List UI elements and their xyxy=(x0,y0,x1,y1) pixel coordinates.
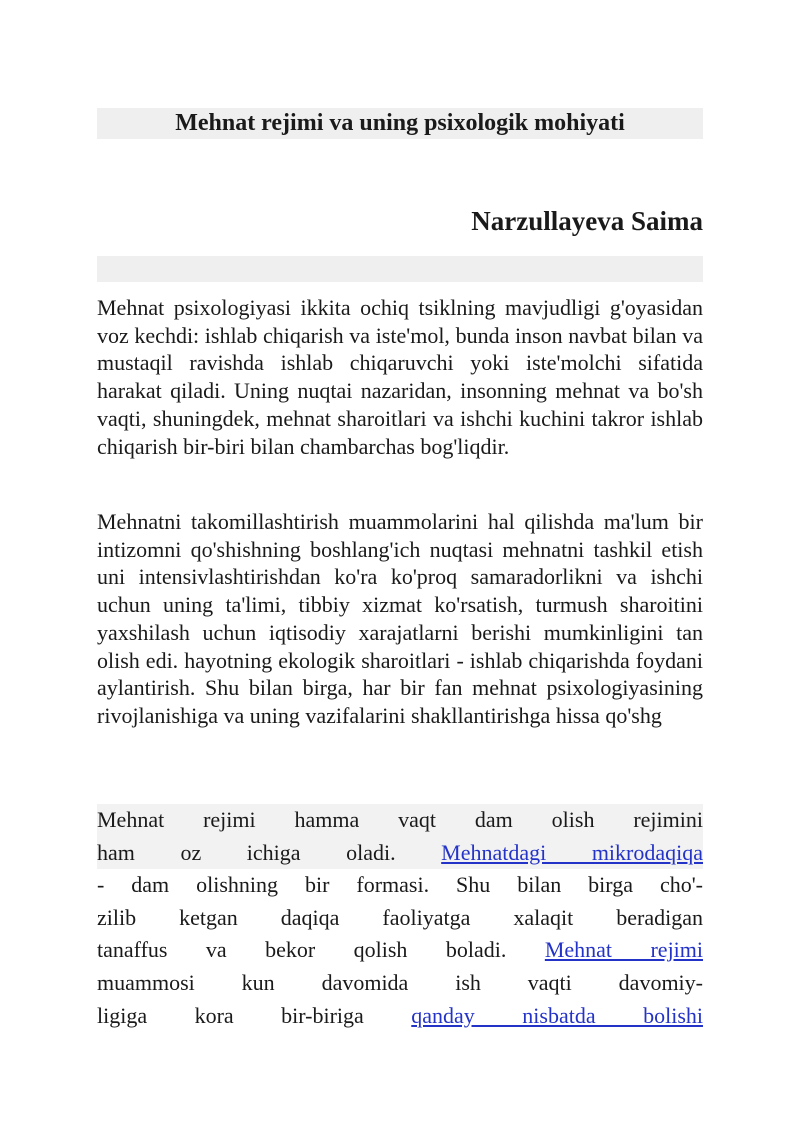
link-mehnatdagi-mikrodaqiqa[interactable]: Mehnatdagi mikrodaqiqa xyxy=(441,839,703,865)
paragraph-3-line-1: Mehnat rejimi hamma vaqt dam olish rejimini xyxy=(97,807,703,832)
paragraph-3-line-5 xyxy=(97,934,703,967)
paragraph-3-line-2-text: ham oz ichiga oladi. xyxy=(97,839,396,865)
document-title: Mehnat rejimi va uning psixologik mohiyati xyxy=(97,108,703,139)
link-qanday-nisbatda-bolishi[interactable]: qanday nisbatda bolishi xyxy=(411,1002,703,1028)
paragraph-3-line-5-text: tanaffus va bekor qolish boladi. xyxy=(97,937,507,963)
author-name: Narzullayeva Saima xyxy=(471,206,703,236)
paragraph-3-line-3: - dam olishning bir formasi. Shu bilan birga cho'- xyxy=(97,872,703,898)
paragraph-3 xyxy=(97,804,703,1030)
paragraph-3-line-4: zilib ketgan daqiqa faoliyatga xalaqit beradigan xyxy=(97,904,703,930)
decorative-strip xyxy=(97,256,703,282)
paragraph-2: Mehnatni takomillashtirish muammolarini hal qilishda ma'lum bir intizomni qo'shishning boshlang'ich nuqtasi mehnatni tashkil etish uni intensivlashtirishdan ko'ra ko'proq samaradorlikni va ishchi uchun uning ta'limi, tibbiy xizmat ko'rsatish, turmush sharoitini yaxshilash uchun iqtisodiy xarajatlarni berishi mumkinligini tan olish edi. hayotning ekologik sharoitlari - ishlab chiqarishda foydani aylantirish. Shu bilan birga, har bir fan mehnat psixologiyasining rivojlanishiga va uning vazifalarini shakllantirishga hissa qo'shg xyxy=(97,509,703,728)
paragraph-3-line-7 xyxy=(97,1000,703,1030)
paragraph-3-line-2 xyxy=(97,837,703,870)
paragraph-1: Mehnat psixologiyasi ikkita ochiq tsiklning mavjudligi g'oyasidan voz kechdi: ishlab chiqarish va iste'mol, bunda inson navbat bilan va mustaqil ravishda ishlab chiqaruvchi yoki iste'molchi sifatida harakat qiladi. Uning nuqtai nazaridan, insonning mehnat va bo'sh vaqti, shuningdek, mehnat sharoitlari va ishchi kuchini takror ishlab chiqarish bir-biri bilan chambarchas bog'liqdir. xyxy=(97,295,703,459)
paragraph-3-line-6: muammosi kun davomida ish vaqti davomiy- xyxy=(97,969,703,995)
paragraph-3-line-7-text: ligiga kora bir-biriga xyxy=(97,1002,364,1028)
link-mehnat-rejimi[interactable]: Mehnat rejimi xyxy=(544,937,703,963)
